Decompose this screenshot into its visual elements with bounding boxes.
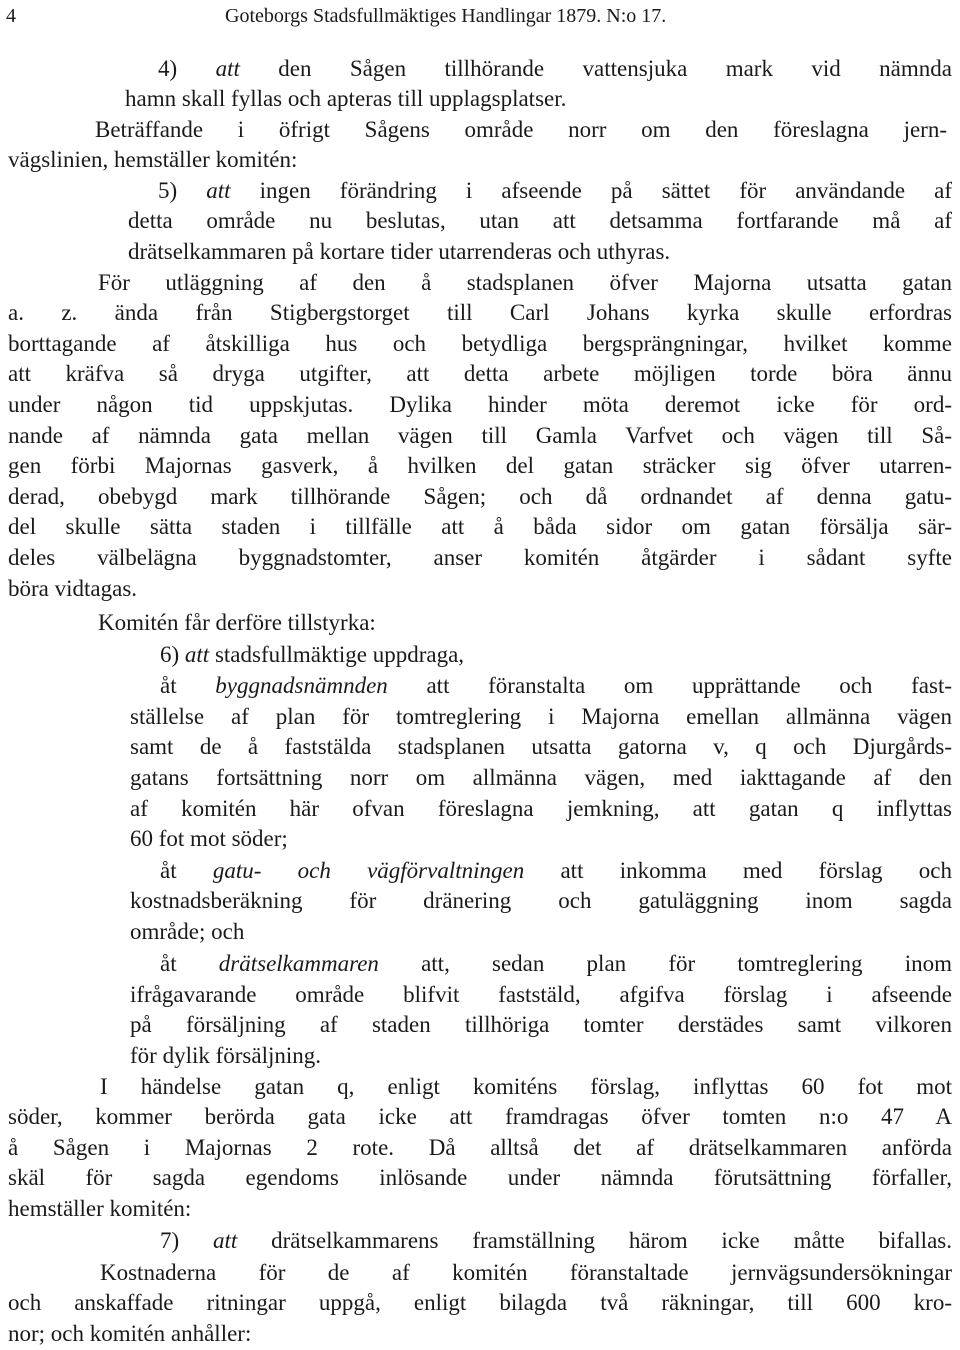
text-line: I händelse gatan q, enligt komiténs förslag, inflyttas 60 fot mot — [100, 1074, 952, 1099]
text-line: på försäljning af staden tillhöriga tomter derstädes samt vilkoren — [130, 1012, 952, 1037]
text-line: nor; och komitén anhåller: — [8, 1321, 252, 1346]
running-title: Goteborgs Stadsfullmäktiges Handlingar 1879. N:o 17. — [225, 5, 667, 27]
page-number: 4 — [6, 5, 16, 27]
text-line: drätselkammaren på kortare tider utarrenderas och uthyras. — [128, 239, 671, 264]
text-line: Komitén får derföre tillstyrka: — [98, 610, 376, 635]
text-line: böra vidtagas. — [8, 576, 138, 601]
text-line: detta område nu beslutas, utan att detsamma fortfarande må af — [128, 208, 952, 233]
text-line: område; och — [130, 919, 245, 944]
text-line: skäl för sagda egendoms inlösande under nämnda förutsättning förfaller, — [8, 1165, 952, 1190]
text-line: gatans fortsättning norr om allmänna vägen, med iakttagande af den — [130, 765, 952, 790]
text-line: 7) att drätselkammarens framställning härom icke måtte bifallas. — [160, 1228, 952, 1253]
text-line: åt byggnadsnämnden att föranstalta om upprättande och fast- — [160, 673, 952, 698]
text-line: vägslinien, hemställer komitén: — [8, 147, 298, 172]
text-line: a. z. ända från Stigbergstorget till Carl Johans kyrka skulle erfordras — [8, 300, 952, 325]
text-line: hamn skall fyllas och apteras till upplagsplatser. — [125, 86, 567, 111]
text-line: kostnadsberäkning för dränering och gatuläggning inom sagda — [130, 888, 952, 913]
text-line: nande af nämnda gata mellan vägen till Gamla Varfvet och vägen till Så- — [8, 423, 952, 448]
text-line: Beträffande i öfrigt Sågens område norr om den föreslagna jern- — [95, 117, 947, 142]
text-line: att kräfva så dryga utgifter, att detta arbete möjligen torde böra ännu — [8, 361, 952, 386]
text-line: ifrågavarande område blifvit faststäld, afgifva förslag i afseende — [130, 982, 952, 1007]
text-line: ställelse af plan för tomtreglering i Majorna emellan allmänna vägen — [130, 704, 952, 729]
text-line: del skulle sätta staden i tillfälle att å båda sidor om gatan försälja sär- — [8, 514, 952, 539]
text-line: å Sågen i Majornas 2 rote. Då alltså det af drätselkammaren anförda — [8, 1135, 952, 1160]
text-line: under någon tid uppskjutas. Dylika hinder möta deremot icke för ord- — [8, 392, 952, 417]
text-line: för dylik försäljning. — [130, 1043, 321, 1068]
text-line: af komitén här ofvan föreslagna jemkning, att gatan q inflyttas — [130, 796, 952, 821]
text-line: och anskaffade ritningar uppgå, enligt bilagda två räkningar, till 600 kro- — [8, 1290, 952, 1315]
text-line: derad, obebygd mark tillhörande Sågen; och då ordnandet af denna gatu- — [8, 484, 952, 509]
text-line: deles välbelägna byggnadstomter, anser komitén åtgärder i sådant syfte — [8, 545, 952, 570]
text-line: 60 fot mot söder; — [130, 826, 288, 851]
text-line: borttagande af åtskilliga hus och betydliga bergsprängningar, hvilket komme — [8, 331, 952, 356]
text-line: åt drätselkammaren att, sedan plan för tomtreglering inom — [160, 951, 952, 976]
text-line: 5) att ingen förändring i afseende på sättet för användande af — [158, 178, 952, 203]
text-line: gen förbi Majornas gasverk, å hvilken del gatan sträcker sig öfver utarren- — [8, 453, 952, 478]
text-line: åt gatu- och vägförvaltningen att inkomma med förslag och — [160, 858, 952, 883]
text-line: 4) att den Sågen tillhörande vattensjuka mark vid nämnda — [158, 56, 952, 81]
text-line: För utläggning af den å stadsplanen öfver Majorna utsatta gatan — [98, 270, 952, 295]
text-line: söder, kommer berörda gata icke att framdragas öfver tomten n:o 47 A — [8, 1104, 952, 1129]
text-line: samt de å faststälda stadsplanen utsatta gatorna v, q och Djurgårds- — [130, 734, 952, 759]
text-line: Kostnaderna för de af komitén föranstaltade jernvägsundersökningar — [100, 1260, 952, 1285]
text-line: 6) att stadsfullmäktige uppdraga, — [160, 642, 465, 667]
text-line: hemställer komitén: — [8, 1196, 192, 1221]
